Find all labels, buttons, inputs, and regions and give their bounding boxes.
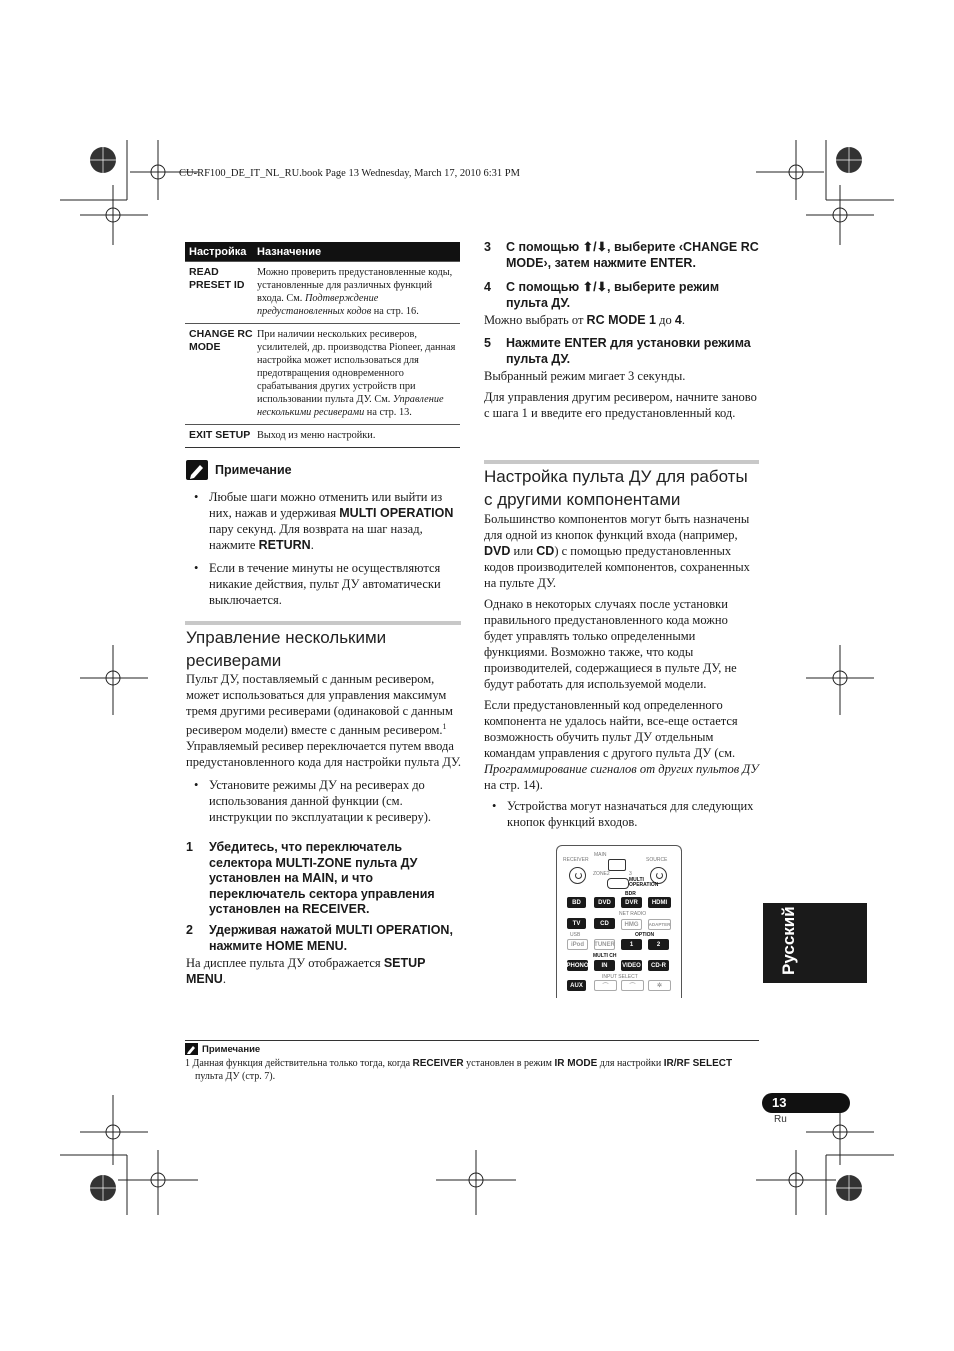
table-cell-desc: Выход из меню настройки. xyxy=(257,430,376,441)
input-select-left-icon: ⌒ xyxy=(594,980,617,991)
section-title-other: Настройка пульта ДУ для работы с другими компонентами xyxy=(484,467,748,509)
receiver-power-icon xyxy=(569,867,586,884)
table-row xyxy=(185,323,460,424)
paragraph: Если предустановленный код определенного компонента не удалось найти, все-еще остается возможность обучить пульт ДУ отдельным командам управления с другого пульта ДУ (см. Программирование сигналов от других пультов ДУ на стр. 14). xyxy=(484,698,759,792)
bullet-list xyxy=(484,798,759,830)
dimmer-icon: ✲ xyxy=(648,980,671,991)
up-down-arrows-icon: ⬆/⬇ xyxy=(582,240,608,254)
multi-ch-label: MULTI CH xyxy=(593,953,617,959)
list-item: • Установите режимы ДУ на ресиверах до использования данной функции (см. инструкции по эксплуатации к ресиверу). xyxy=(186,777,461,825)
note-section xyxy=(186,460,461,615)
bd-button: BD xyxy=(567,897,586,908)
note-pencil-icon xyxy=(185,1043,198,1055)
paragraph: Пульт ДУ, поставляемый с данным ресивером, может использоваться для управления максимум тремя другими ресиверами (одинаковой с данным ресивером модели) вместе с данным ресивером.$^1$ Управляемый ресивер переключается путем ввода предустановленного кода для настройки пульта ДУ. xyxy=(186,672,461,770)
option-2-button: 2 xyxy=(648,939,669,950)
step-2: 2 Удерживая нажатой MULTI OPERATION, нажмите HOME MENU. xyxy=(186,923,453,953)
multi-receivers-body xyxy=(186,671,461,832)
page-number-badge: 13 xyxy=(762,1093,850,1113)
bdr-label: BDR xyxy=(625,891,636,897)
step-5-detail xyxy=(484,368,759,421)
table-row xyxy=(185,261,460,323)
table-row xyxy=(185,424,460,447)
source-label: SOURCE xyxy=(646,857,668,863)
table-cell-setting: CHANGE RC MODE xyxy=(189,328,253,353)
paragraph: Выбранный режим мигает 3 секунды. xyxy=(484,369,686,383)
bullet-list xyxy=(186,777,461,825)
option-label: OPTION xyxy=(635,932,655,938)
other-components-body xyxy=(484,511,759,837)
zone3-label: 3 xyxy=(629,871,632,877)
table-cell-setting: EXIT SETUP xyxy=(189,429,251,441)
multi-operation-label: MULTI OPERATION xyxy=(629,877,659,888)
section-rule xyxy=(185,621,461,625)
table-cell-setting: READ PRESET ID xyxy=(189,266,245,291)
note-list xyxy=(186,489,461,608)
table-cell-desc: Можно проверить предустановленные коды, установленные для различных функций входа. См. Подтверждение предустановленных кодов на стр. 16. xyxy=(257,267,453,317)
hmg-button: HMG xyxy=(621,919,642,930)
aux-button: AUX xyxy=(567,980,586,991)
step-3: 3 С помощью ⬆/⬇, выберите ‹CHANGE RC MODE›, затем нажмите ENTER. xyxy=(484,240,759,270)
tuner-button: TUNER xyxy=(594,939,615,950)
step-2-detail: На дисплее пульта ДУ отображается SETUP MENU. xyxy=(186,956,426,986)
input-select-label: INPUT SELECT xyxy=(602,974,638,980)
input-select-right-icon: ⌒ xyxy=(621,980,644,991)
main-label: MAIN xyxy=(594,852,607,858)
page-language: Ru xyxy=(774,1114,787,1125)
dvd-button: DVD xyxy=(594,897,615,908)
table-header-setting: Настройка xyxy=(189,245,247,258)
up-down-arrows-icon: ⬆/⬇ xyxy=(582,280,608,294)
step-4-detail: Можно выбрать от RC MODE 1 до 4. xyxy=(484,313,685,327)
step-4: 4 С помощью ⬆/⬇, выберите режим пульта ДУ. xyxy=(484,280,720,310)
paragraph: Однако в некоторых случаях после установки правильного предустановленного кода можно будет управлять только определенными функциями. Возможно также, что коды производителей, содержащиеся в пульте ДУ, не будут работать для используемой модели. xyxy=(484,597,737,691)
dvr-button: DVR xyxy=(621,897,642,908)
step-5: 5 Нажмите ENTER для установки режима пульта ДУ. xyxy=(484,336,751,366)
language-tab: Русский xyxy=(763,903,867,983)
note-pencil-icon xyxy=(186,460,208,480)
table-cell-desc: При наличии нескольких ресиверов, усилителей, др. производства Pioneer, данная настройка может использоваться для предотвращения одновременного срабатывания других устройств при использовании пульта ДУ. См. Управление несколькими ресиверами на стр. 13. xyxy=(257,329,456,418)
table-header xyxy=(185,242,460,261)
ipod-button: iPod xyxy=(567,939,588,950)
step-1: 1 Убедитесь, что переключатель селектора MULTI-ZONE пульта ДУ установлен на MAIN, и что переключатель сектора управления установлен на RECEIVER. xyxy=(186,840,435,916)
footnote-title: Примечание xyxy=(202,1043,261,1055)
settings-table xyxy=(185,242,460,448)
footnote xyxy=(185,1043,759,1083)
usb-label: USB xyxy=(570,932,581,938)
zone2-label: ZONE2 xyxy=(593,871,610,877)
list-item: • Если в течение минуты не осуществляются никакие действия, пульт ДУ автоматически выключается. xyxy=(186,560,461,608)
footnote-text: 1 Данная функция действительна только тогда, когда RECEIVER установлен в режим IR MODE для настройки IR/RF SELECT пульта ДУ (стр. 7). xyxy=(185,1058,733,1082)
multi-zone-switch xyxy=(608,859,626,871)
cd-button: CD xyxy=(594,918,615,929)
cd-r-button: CD-R xyxy=(648,960,669,971)
hdmi-button: HDMI xyxy=(648,897,671,908)
video-button: VIDEO xyxy=(621,960,642,971)
remote-control-illustration xyxy=(556,845,682,998)
net-radio-label: NET RADIO xyxy=(619,911,647,917)
paragraph: Большинство компонентов могут быть назначены для одной из кнопок функций входа (например, DVD или CD) с помощью предустановленных кодов производителей компонентов, сохраненных на пульте ДУ. xyxy=(484,512,750,590)
paragraph: Для управления другим ресивером, начните заново с шага 1 и введите его предустановленный код. xyxy=(484,390,757,420)
tv-button: TV xyxy=(567,918,586,929)
table-header-purpose: Назначение xyxy=(257,245,322,258)
list-item: • Любые шаги можно отменить или выйти из них, нажав и удерживая MULTI OPERATION пару секунд. Для возврата на шаг назад, нажмите RETURN. xyxy=(186,489,461,553)
receiver-label: RECEIVER xyxy=(563,857,589,863)
list-item: • Устройства могут назначаться для следующих кнопок функций входов. xyxy=(484,798,759,830)
multi-operation-button xyxy=(607,878,629,889)
option-1-button: 1 xyxy=(621,939,642,950)
adapter-button: ADAPTER xyxy=(648,919,671,930)
section-title-multi: Управление несколькими ресиверами xyxy=(186,628,387,670)
multi-ch-in-button: IN xyxy=(594,960,615,971)
phono-button: PHONO xyxy=(567,960,588,971)
note-title: Примечание xyxy=(215,463,292,477)
footnote-rule xyxy=(185,1040,759,1041)
section-rule xyxy=(484,460,759,464)
file-info-line: CU-RF100_DE_IT_NL_RU.book Page 13 Wednesday, March 17, 2010 6:31 PM xyxy=(179,168,520,179)
